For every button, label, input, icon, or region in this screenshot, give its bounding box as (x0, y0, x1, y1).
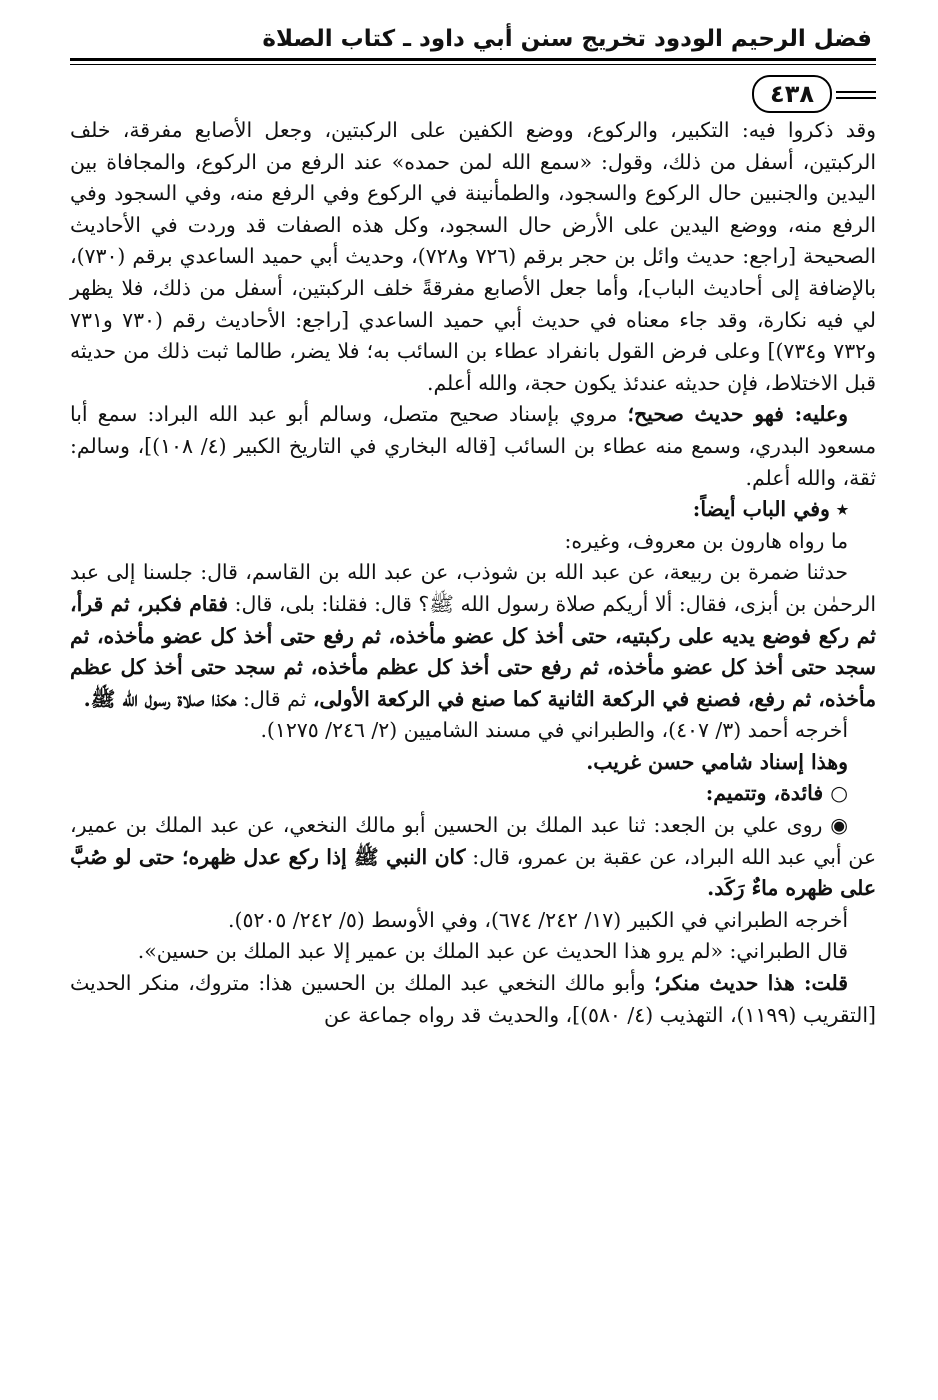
section-heading-also-in-chapter: ٭ وفي الباب أيضاً: (692, 497, 848, 522)
conclusion-lead: قلت: هذا حديث منكر؛ (654, 971, 848, 996)
hadith-matn: فقام فكبر، ثم قرأ، ثم ركع فوضع يديه على ركبتيه، حتى أخذ كل عضو مأخذه، ثم رفع حتى أخذ كل عضو مأخذه، ثم سجد حتى أخذ كل عضو مأخذه، ثم رفع حتى أخذ كل عظم مأخذه، ثم سجد حتى أخذ كل عظم مأخذه، ثم رفع، فصنع في الركعة الثانية كما صنع في الركعة الأولى، (70, 591, 876, 711)
header-rule-thin (70, 64, 876, 65)
paragraph-takhrij-ahmad: أخرجه أحمد (٣/ ٤٠٧)، والطبراني في مسند الشاميين (٢/ ٢٤٦/ ١٢٧٥). (260, 718, 848, 743)
running-header (70, 24, 876, 58)
hadith-isnad: حدثنا ضمرة بن ربيعة، عن عبد الله بن شوذب، عن عبد الله بن القاسم، قال: جلسنا إلى عبد الرحمٰن بن أبزى، فقال: ألا أريكم صلاة رسول الله ﷺ؟ قال: فقلنا: بلى، قال: (70, 560, 876, 616)
section-heading-benefit: ○ فائدة، وتتميم: (705, 781, 848, 806)
paragraph-narration-source: ما رواه هارون بن معروف، وغيره: (564, 528, 848, 553)
verdict-text: مروي بإسناد صحيح متصل، وسالم أبو عبد الله البراد: سمع أبا مسعود البدري، وسمع منه عطاء بن السائب [قاله البخاري في التاريخ الكبير (٤/ ١٠٨)]، وسالم: ثقة، والله أعلم. (70, 402, 877, 490)
paragraph-hadith-ibn-abza (70, 557, 876, 715)
hadith-matn: كان النبي ﷺ إذا ركع عدل ظهره؛ حتى لو صُبَّ على ظهره ماءٌ رَكَد. (70, 844, 876, 901)
paragraph-grading: وهذا إسناد شامي حسن غريب. (586, 749, 848, 774)
ornament-line (836, 91, 876, 93)
ornament-line (836, 97, 876, 99)
conclusion-text: وأبو مالك النخعي عبد الملك بن الحسين هذا: متروك، منكر الحديث [التقريب (١١٩٩)، التهذيب (٤/ ٥٨٠)]، والحديث قد رواه جماعة عن (70, 971, 876, 1027)
body-text (70, 115, 876, 1031)
paragraph-conclusion (70, 968, 876, 1031)
paragraph-discussion: وقد ذكروا فيه: التكبير، والركوع، ووضع الكفين على الركبتين، وجعل الأصابع مفرقة، خلف الركبتين، أسفل من ذلك، وقول: «سمع الله لمن حمده» عند الرفع من الركوع، والمجافاة بين اليدين والجنبين حال الركوع والسجود، والطمأنينة في الركوع وفي الرفع منه، وفي السجود وفي الرفع منه، ووضع اليدين على الأرض حال السجود، وكل هذه الصفات قد وردت في الأحاديث الصحيحة [راجع: حديث وائل بن حجر برقم (٧٢٦ و٧٢٨)، وحديث أبي حميد الساعدي برقم (٧٣٠)، بالإضافة إلى أحاديث الباب]، وأما جعل الأصابع مفرقةً خلف الركبتين، أسفل من ذلك، فلا يظهر لي فيه نكارة، وقد جاء معناه في حديث أبي حميد الساعدي [راجع: الأحاديث رقم (٧٣٠ و٧٣١ و٧٣٢ و٧٣٤)] وعلى فرض القول بانفراد عطاء بن السائب به؛ فلا يضر، طالما ثبت ذلك من حديثه قبل الاختلاط، فإن حديثه عندئذ يكون حجة، والله أعلم. (70, 118, 876, 395)
header-title: فضل الرحيم الودود تخريج سنن أبي داود ـ كتاب الصلاة (262, 26, 872, 52)
page-number: ٤٣٨ (752, 75, 832, 113)
header-rule-thick (70, 58, 876, 61)
page-number-row (70, 71, 876, 115)
hadith-matn-end: هكذا صلاة رسول الله ﷺ. (83, 686, 237, 711)
verdict-lead: وعليه: فهو حديث صحيح؛ (627, 402, 848, 427)
paragraph-hadith-uqba (70, 810, 876, 905)
paragraph-takhrij-tabarani: أخرجه الطبراني في الكبير (١٧/ ٢٤٢/ ٦٧٤)، وفي الأوسط (٥/ ٢٤٢/ ٥٢٠٥). (228, 907, 848, 932)
hadith-isnad: ◉ روى علي بن الجعد: ثنا عبد الملك بن الحسين أبو مالك النخعي، عن عبد الملك بن عمير، عن أبي عبد الله البراد، عن عقبة بن عمرو، قال: (70, 813, 876, 869)
hadith-connector: ثم قال: (236, 686, 313, 711)
paragraph-verdict (70, 399, 876, 494)
paragraph-tabarani-quote: قال الطبراني: «لم يرو هذا الحديث عن عبد الملك بن عمير إلا عبد الملك بن حسين». (137, 939, 848, 964)
